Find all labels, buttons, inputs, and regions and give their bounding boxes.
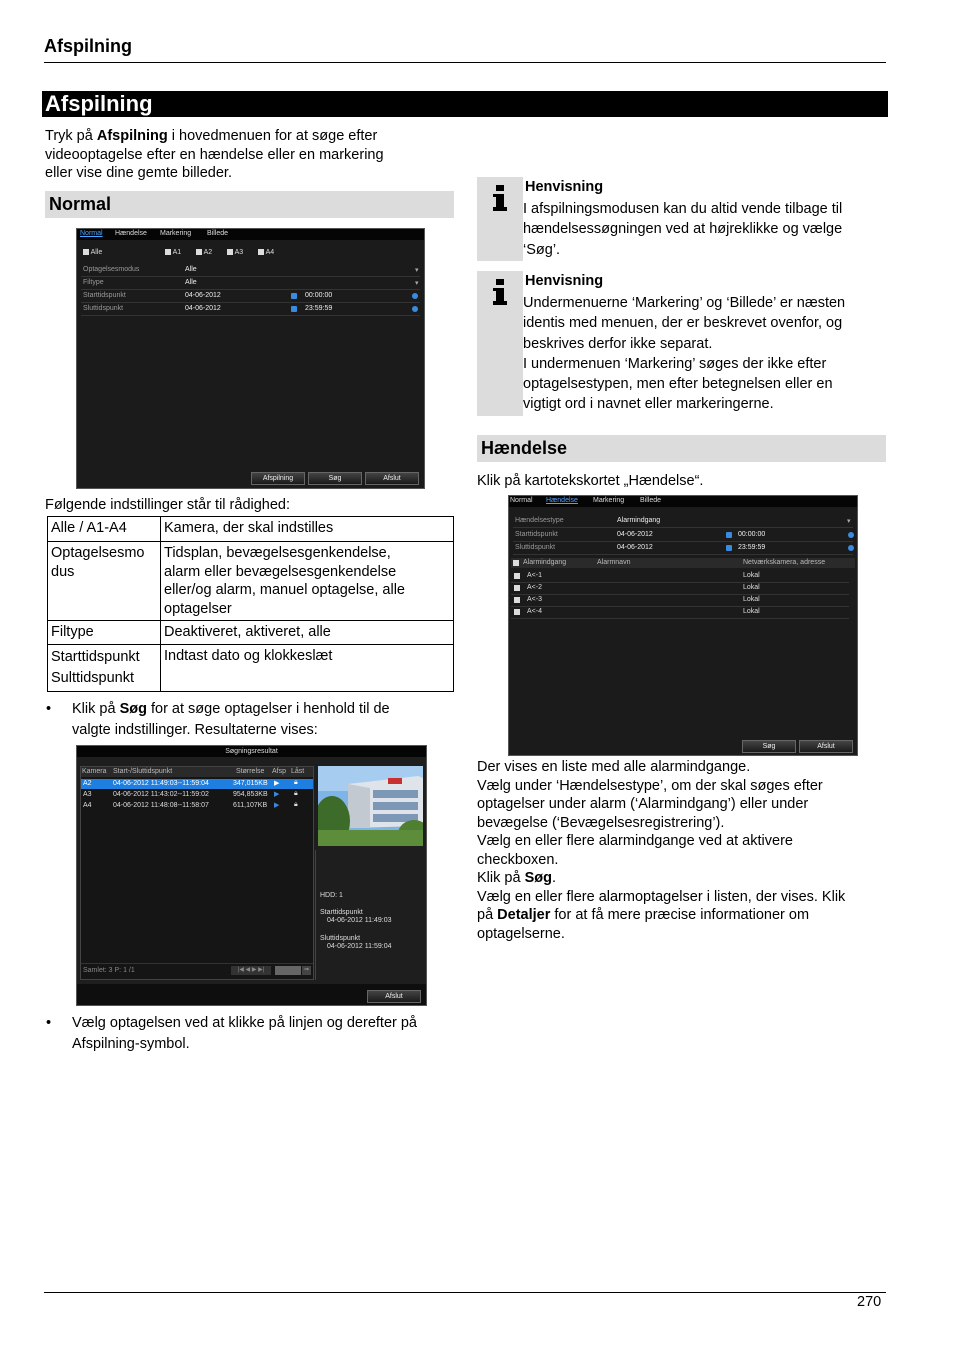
checkbox-a1[interactable] — [165, 249, 171, 255]
table-row[interactable]: A3 04-06-2012 11:43:02--11:59:02 954,853KB ▶ 🔒︎ — [83, 790, 298, 798]
afspilning-button[interactable]: Afspilning — [251, 472, 305, 485]
calendar-icon[interactable] — [291, 293, 297, 299]
play-icon[interactable]: ▶ — [274, 780, 280, 787]
result-list — [80, 766, 314, 980]
settings-value: Indtast dato og klokkeslæt — [161, 644, 454, 691]
info-icon — [490, 185, 510, 213]
tab-markering[interactable]: Markering — [160, 230, 192, 237]
normal-search-screenshot — [76, 228, 425, 489]
table-row[interactable]: A4 04-06-2012 11:48:08--11:58:07 611,107KB ▶ 🔒︎ — [83, 801, 298, 809]
event-intro: Klik på kartotekskortet „Hændelse“. — [477, 473, 704, 489]
exit-button[interactable]: Afslut — [367, 990, 421, 1003]
tab-normal[interactable]: Normal — [80, 230, 103, 237]
running-header-title: Afspilning — [44, 36, 132, 56]
tab-billede[interactable]: Billede — [640, 497, 662, 504]
row-optagelsesmodus[interactable]: Optagelsesmodus Alle ▾ — [81, 265, 420, 277]
settings-key: Filtype — [48, 621, 161, 645]
note-info-box — [477, 271, 523, 416]
clock-icon[interactable] — [412, 306, 418, 312]
clock-icon[interactable] — [848, 532, 854, 538]
note-text: I afspilningsmodusen kan du altid vende tilbage til hændelsessøgningen ved at højreklikke og vælge ‘Søg’. — [523, 201, 843, 258]
chevron-down-icon: ▾ — [415, 280, 419, 287]
note-henvisning-1 — [477, 177, 887, 262]
row-haendelsestype[interactable]: Hændelsestype Alarmindgang ▾ — [513, 516, 853, 528]
exit-button[interactable]: Afslut — [365, 472, 419, 485]
end-time-label: Sluttidspunkt — [320, 935, 361, 942]
page-input[interactable] — [275, 966, 301, 975]
result-title: Søgningsresultat — [77, 746, 426, 757]
settings-value: Kamera, der skal indstilles — [161, 517, 454, 542]
list-item[interactable]: A<-1 Lokal — [511, 571, 849, 583]
note-text: Undermenuerne ‘Markering’ og ‘Billede’ er næsten identis med menuen, der er beskrevet ovenfor, og beskrives derfor ikke separat. I undermenuen ‘Markering’ søges der ikke efter optagelsestypen, men efter betegnelsen eller en vigtigt ord i navnet eller markeringerne. — [523, 295, 846, 413]
intro-paragraph: Tryk på Afspilning i hovedmenuen for at søge efter videooptagelse efter en hændelse eller en markering eller vise dine gemte billeder. — [45, 128, 384, 181]
chevron-down-icon: ▾ — [415, 267, 419, 274]
preview-thumbnail — [318, 766, 423, 846]
camera-checkboxes: Alle A1 A2 A3 A4 — [83, 249, 423, 259]
checkbox-all-alarms[interactable] — [513, 560, 519, 566]
normal-tab-bar — [77, 229, 424, 240]
settings-intro: Følgende indstillinger står til rådighed: — [45, 497, 291, 513]
exit-button[interactable]: Afslut — [799, 740, 853, 753]
play-icon[interactable]: ▶ — [274, 791, 280, 798]
note-henvisning-2 — [477, 271, 887, 417]
start-time-label: Starttidspunkt — [320, 909, 363, 916]
tab-normal[interactable]: Normal — [510, 497, 533, 504]
tab-markering[interactable]: Markering — [593, 497, 625, 504]
building-preview-image — [318, 766, 423, 846]
event-search-screenshot — [508, 495, 858, 756]
search-result-screenshot — [76, 745, 427, 1006]
lock-icon: 🔒︎ — [294, 790, 298, 797]
settings-key: Optagelsesmo dus — [48, 542, 161, 621]
calendar-icon[interactable] — [726, 545, 732, 551]
chapter-title: Afspilning — [45, 91, 153, 116]
row-starttidspunkt[interactable]: Starttidspunkt 04-06-2012 00:00:00 — [513, 530, 853, 542]
event-description: Der vises en liste med alle alarmindgange. Vælg under ‘Hændelsestype’, om der skal søges efter optagelser under alarm (‘Alarmindgang’) eller under bevægelse (‘Bevægelsesregistrering’). Vælg en eller flere alarmindgange ved at aktivere checkboxen. Klik på Søg. Vælg en eller flere alarmoptagelser i listen, der vises. Klik på Detaljer for at få mere præcise informationer om optagelserne. — [477, 759, 846, 942]
row-sluttidspunkt[interactable]: Sluttidspunkt 04-06-2012 23:59:59 — [513, 543, 853, 555]
hdd-label: HDD: 1 — [320, 892, 343, 899]
note-title: Henvisning — [525, 179, 604, 195]
clock-icon[interactable] — [412, 293, 418, 299]
play-icon[interactable]: ▶ — [274, 802, 280, 809]
settings-value: Tidsplan, bevægelsesgenkendelse, alarm eller bevægelsesgenkendelse eller/og alarm, manuel optagelse, alle optagelser — [161, 542, 454, 621]
note-title: Henvisning — [525, 273, 604, 289]
tab-billede[interactable]: Billede — [207, 230, 229, 237]
info-icon — [490, 279, 510, 307]
section-normal-heading: Normal — [45, 191, 454, 218]
list-item[interactable]: A<-3 Lokal — [511, 595, 849, 607]
bullet-search: • Klik på Søg for at søge optagelser i henhold til de valgte indstillinger. Resultaterne vises: — [46, 701, 390, 738]
header-rule — [44, 62, 886, 63]
lock-icon: 🔒︎ — [294, 779, 298, 786]
settings-key: Starttidspunkt Sulttidspunkt — [48, 644, 161, 691]
footer-rule — [44, 1292, 886, 1293]
search-button[interactable]: Søg — [308, 472, 362, 485]
pager-buttons[interactable]: |◀ ◀ ▶ ▶| — [231, 966, 271, 975]
end-time-value: 04-06-2012 11:59:04 — [327, 943, 392, 950]
calendar-icon[interactable] — [291, 306, 297, 312]
table-row[interactable]: A2 04-06-2012 11:49:03--11:59:04 347,015KB ▶ 🔒︎ — [81, 779, 313, 789]
settings-value: Deaktiveret, aktiveret, alle — [161, 621, 454, 645]
chevron-down-icon: ▾ — [847, 518, 851, 525]
start-time-value: 04-06-2012 11:49:03 — [327, 917, 392, 924]
list-item[interactable]: A<-4 Lokal — [511, 607, 849, 619]
row-starttidspunkt[interactable]: Starttidspunkt 04-06-2012 00:00:00 — [81, 291, 420, 303]
note-info-box — [477, 177, 523, 261]
list-item[interactable]: A<-2 Lokal — [511, 583, 849, 595]
calendar-icon[interactable] — [726, 532, 732, 538]
checkbox-a2[interactable] — [196, 249, 202, 255]
chapter-banner — [42, 91, 888, 117]
alarm-list-header: Alarmindgang Alarmnavn Netværkskamera, adresse — [511, 558, 855, 568]
row-filtype[interactable]: Filtype Alle ▾ — [81, 278, 420, 290]
settings-table — [47, 516, 454, 692]
settings-key: Alle / A1-A4 — [48, 517, 161, 542]
tab-haendelse[interactable]: Hændelse — [115, 230, 147, 237]
row-sluttidspunkt[interactable]: Sluttidspunkt 04-06-2012 23:59:59 — [81, 304, 420, 316]
tab-haendelse[interactable]: Hændelse — [546, 497, 578, 504]
checkbox-alle[interactable] — [83, 249, 89, 255]
lock-icon: 🔒︎ — [294, 801, 298, 808]
bullet-select-recording: • Vælg optagelsen ved at klikke på linjen og derefter på Afspilning-symbol. — [46, 1015, 417, 1052]
page-number: 270 — [857, 1294, 882, 1310]
checkbox-a3[interactable] — [227, 249, 233, 255]
result-list-header: Kamera Start-/Sluttidspunkt Størrelse Afsp Låst — [81, 767, 313, 777]
event-tab-bar — [509, 496, 857, 507]
search-button[interactable]: Søg — [742, 740, 796, 753]
checkbox-a4[interactable] — [258, 249, 264, 255]
clock-icon[interactable] — [848, 545, 854, 551]
result-pager: Samlet: 3 P: 1 /1 |◀ ◀ ▶ ▶| ⇒ — [81, 963, 313, 978]
section-haendelse-heading: Hændelse — [477, 435, 886, 462]
go-icon[interactable]: ⇒ — [303, 967, 310, 973]
